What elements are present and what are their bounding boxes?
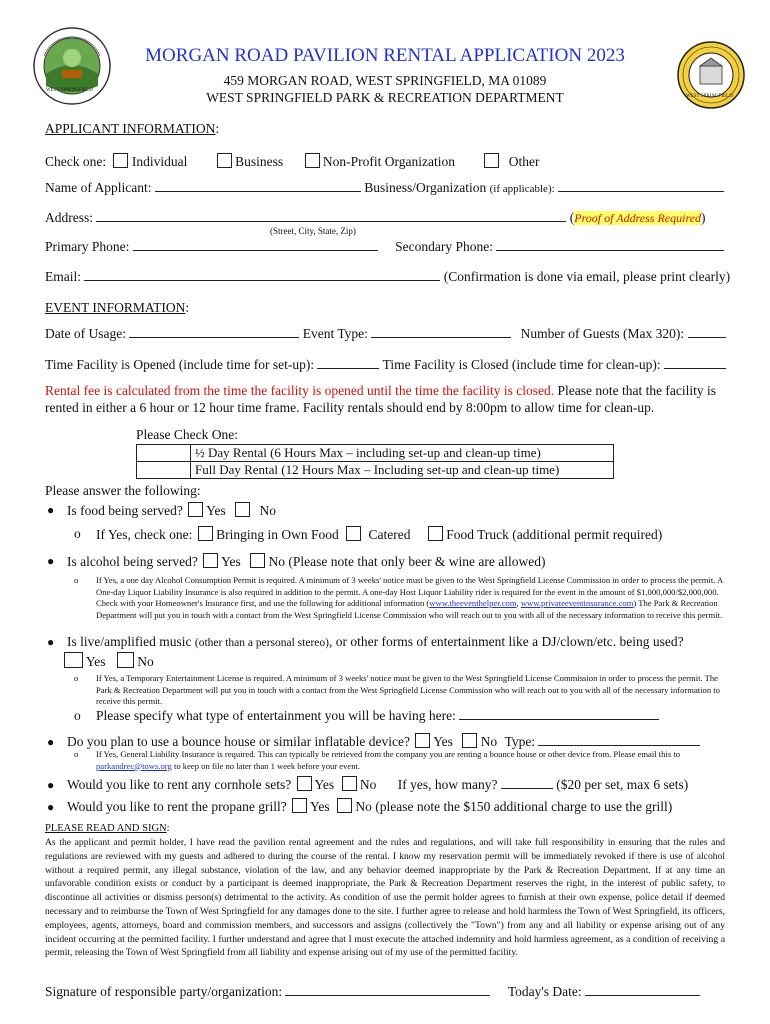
event-type-field[interactable] [371, 325, 511, 338]
parkandrec-email-link[interactable]: parkandrec@tows.org [96, 760, 172, 771]
bounce-type-label: Type: [504, 734, 536, 749]
grill-no-label: No (please note the $150 additional charge to use the grill) [355, 799, 673, 814]
signature-label: Signature of responsible party/organization: [45, 984, 283, 999]
grill-no-checkbox[interactable] [337, 798, 352, 813]
bounce-no-checkbox[interactable] [462, 733, 477, 748]
bullet-bounce: ● [47, 735, 55, 749]
name-field[interactable] [155, 179, 361, 192]
entertainment-row [96, 707, 659, 724]
food-type-row [96, 526, 662, 543]
cornhole-yes-label: Yes [314, 777, 335, 792]
music-no-label: No [137, 654, 154, 669]
alcohol-yes-label: Yes [221, 554, 241, 569]
time-row [45, 356, 726, 373]
grill-row [67, 798, 672, 815]
email-field[interactable] [84, 268, 440, 281]
bounce-no-label: No [480, 734, 498, 749]
catered-checkbox[interactable] [346, 526, 361, 541]
alcohol-question: Is alcohol being served? [67, 554, 198, 569]
address-row [45, 209, 706, 226]
primary-phone-label: Primary Phone: [45, 239, 130, 254]
email-label: Email: [45, 269, 81, 284]
own-food-checkbox[interactable] [198, 526, 213, 541]
fee-note-text: Please note that the facility [557, 383, 704, 398]
full-day-row [137, 462, 614, 479]
applicant-heading: APPLICANT INFORMATION: [45, 121, 220, 136]
bounce-yes-checkbox[interactable] [415, 733, 430, 748]
cornhole-yes-checkbox[interactable] [297, 776, 312, 791]
music-question-rest: , or other forms of entertainment like a DJ/clown/etc. being used? [328, 634, 684, 649]
address-hint: (Street, City, State, Zip) [270, 226, 356, 236]
header-address: 459 MORGAN ROAD, WEST SPRINGFIELD, MA 01089 [223, 73, 547, 88]
page-title: MORGAN ROAD PAVILION RENTAL APPLICATION 2023 [145, 45, 625, 66]
bounce-note: If Yes, General Liability Insurance is required. This can typically be retrieved from the company you are renting a bounce house or other device from. Please email this to parkandrec@tows.org to keep on file no later than 1 week before your event. [96, 749, 681, 771]
proof-note: (Proof of Address Required) [569, 210, 706, 225]
food-row [67, 502, 276, 519]
bullet-cornhole: ● [47, 778, 55, 792]
half-day-row [137, 445, 614, 462]
alcohol-no-checkbox[interactable] [250, 553, 265, 568]
nonprofit-label: Non-Profit Organization [322, 154, 455, 169]
grill-yes-label: Yes [309, 799, 330, 814]
guests-label: Number of Guests (Max 320): [520, 326, 685, 341]
half-day-label: ½ Day Rental (6 Hours Max – including set-up and clean-up time) [191, 445, 614, 462]
fee-red-text: Rental fee is calculated from the time the facility is opened until the time the facility is closed. [45, 383, 555, 398]
cornhole-price: ($20 per set, max 6 sets) [556, 777, 689, 792]
cornhole-question: Would you like to rent any cornhole sets? [67, 777, 292, 792]
music-question: Is live/amplified music [67, 634, 192, 649]
music-question-note: (other than a personal stereo) [194, 637, 329, 649]
business-org-label: Business/Organization [364, 180, 487, 195]
individual-label: Individual [131, 154, 188, 169]
event-heading: EVENT INFORMATION: [45, 300, 190, 315]
address-label: Address: [45, 210, 93, 225]
full-day-checkbox-cell[interactable] [137, 462, 191, 479]
event-helper-link[interactable]: www.theeventhelper.com [429, 598, 517, 608]
left-logo-text: WEST SPRINGFIELD [46, 88, 93, 93]
address-field[interactable] [96, 209, 566, 222]
phone-row [45, 238, 724, 255]
other-checkbox[interactable] [484, 153, 499, 168]
signature-field[interactable] [285, 983, 490, 996]
guests-field[interactable] [688, 325, 726, 338]
date-row [45, 325, 726, 342]
fee-note-text-2: is rented in either a 6 hour or 12 hour time frame. Facility rentals should end by 8:00pm to allow time for clean-up. [45, 383, 717, 415]
check-one-row [45, 153, 539, 170]
sub-bullet-entertainment: o [74, 708, 81, 723]
please-check-one: Please Check One: [136, 427, 238, 442]
bullet-alcohol: ● [47, 554, 55, 568]
alcohol-note: If Yes, a one day Alcohol Consumption Permit is required. A minimum of 3 weeks' notice must be given to the West Springfield License Commission in order to process the permit. A One-day Liquor Liability Insurance is also required in addition to the permit. A one-day Host Liquor Liability rider is required for the event in the amount of $1,000,000/$2,000,000. Check with your Homeowner's Insurance first, and use the following for additional information (www.theeventhelper.com, www.privateeventinsurance.com) The Park & Recreation Department will put you in touch with a contact from the West Springfield License Commission who will reach out to you with all of the necessary information to receive this permit. [96, 575, 723, 620]
full-day-label: Full Day Rental (12 Hours Max – Including set-up and clean-up time) [191, 462, 614, 479]
primary-phone-field[interactable] [133, 238, 378, 251]
catered-label: Catered [368, 527, 411, 542]
sub-bullet-music: o [74, 673, 79, 683]
email-row [45, 268, 730, 285]
food-check-label: If Yes, check one: [96, 527, 193, 542]
business-label: Business [235, 154, 284, 169]
bounce-yes-label: Yes [433, 734, 453, 749]
nonprofit-checkbox[interactable] [305, 153, 320, 168]
bounce-question: Do you plan to use a bounce house or similar inflatable device? [67, 734, 411, 749]
bullet-food: ● [47, 503, 55, 517]
business-org-field[interactable] [558, 179, 724, 192]
bounce-type-field[interactable] [538, 733, 700, 746]
food-truck-label: Food Truck (additional permit required) [446, 527, 663, 542]
sub-bullet-bounce: o [74, 749, 79, 759]
date-label: Date of Usage: [45, 326, 126, 341]
questions-intro: Please answer the following: [45, 483, 201, 498]
check-one-label: Check one: [45, 154, 107, 169]
music-yes-checkbox[interactable] [64, 652, 83, 668]
sub-bullet-food: o [74, 526, 81, 541]
individual-checkbox[interactable] [113, 153, 128, 168]
food-yes-label: Yes [206, 503, 226, 518]
time-opened-field[interactable] [317, 356, 379, 369]
sub-bullet-alcohol: o [74, 575, 79, 585]
right-logo-text: WEST SPRINGFIELD [686, 94, 733, 99]
entertainment-label: Please specify what type of entertainment you will be having here: [96, 708, 456, 723]
bullet-grill: ● [47, 800, 55, 814]
entertainment-field[interactable] [459, 707, 659, 720]
bullet-music: ● [47, 635, 55, 649]
signature-row [45, 983, 700, 1000]
name-row [45, 179, 724, 196]
if-applicable-label: (if applicable): [489, 183, 555, 195]
rental-table [136, 444, 614, 479]
date-field[interactable] [129, 325, 299, 338]
cornhole-count-field[interactable] [501, 776, 553, 789]
event-type-label: Event Type: [302, 326, 368, 341]
half-day-checkbox-cell[interactable] [137, 445, 191, 462]
todays-date-field[interactable] [585, 983, 700, 996]
cornhole-row [67, 776, 688, 793]
cornhole-no-label: No [359, 777, 377, 792]
alcohol-no-label: No (Please note that only beer & wine are allowed) [268, 554, 546, 569]
sign-heading: PLEASE READ AND SIGN: [45, 823, 170, 834]
cornhole-no-checkbox[interactable] [342, 776, 357, 791]
music-answer-row [64, 652, 154, 670]
food-question: Is food being served? [67, 503, 183, 518]
alcohol-row [67, 553, 546, 570]
own-food-label: Bringing in Own Food [216, 527, 339, 542]
music-no-checkbox[interactable] [117, 652, 134, 668]
name-label: Name of Applicant: [45, 180, 152, 195]
business-checkbox[interactable] [217, 153, 232, 168]
secondary-phone-field[interactable] [496, 238, 724, 251]
music-note: If Yes, a Temporary Entertainment License is required. A minimum of 3 weeks' notice must be given to the West Springfield License Commission in order to process the permit. The Park & Recreation Department will put you in touch with a contact from the West Springfield License Commission who will reach out to you with all of the necessary information to receive this permit. [96, 673, 720, 706]
cornhole-how-label: If yes, how many? [397, 777, 498, 792]
fee-note [45, 382, 735, 416]
food-no-checkbox[interactable] [235, 502, 250, 517]
todays-date-label: Today's Date: [507, 984, 582, 999]
time-closed-field[interactable] [664, 356, 726, 369]
grill-question: Would you like to rent the propane grill? [67, 799, 287, 814]
email-note: (Confirmation is done via email, please print clearly) [443, 269, 731, 284]
grill-yes-checkbox[interactable] [292, 798, 307, 813]
other-label: Other [508, 154, 540, 169]
private-event-insurance-link[interactable]: www.privateeventinsurance.com [520, 598, 634, 608]
alcohol-yes-checkbox[interactable] [203, 553, 218, 568]
food-yes-checkbox[interactable] [188, 502, 203, 517]
sign-paragraph: As the applicant and permit holder, I have read the pavilion rental agreement and the rules and regulations, and will take full responsibility in ensuring that the rules and regulations are reviewed with my guests and adhered to during the course of the rental. I know my reservation permit will be immediately revoked if there is use of alcohol without a required permit, any illegal substance, violation of the law, and any behavior deemed inappropriate by the Park & Recreation Department. If at any time an unfavorable condition exists or conduct by a participant is deemed inappropriate, the Park & Recreation Department reserves the right, in the interest of public safety, to discontinue all activities or dismiss person(s) detrimental to the activity. As condition of use the permit holder agrees to furnish at their own expense, police detail if deemed necessary and to reimburse the Town of West Springfield for any damages done to the site. I further agree to release and hold harmless the Town of West Springfield, its officers, employees, agents, attorneys, board and commission members, and successors and assigns (collectively the "Town") from any and all liability or expense arising out of any incident occurring at the permitted facility. I further understand and agree that I must execute the attached indemnity and hold harmless agreement, as a condition of receiving a permit, releasing the Town of West Springfield from all liability and expense arising out of my use of the permitted facility. [45, 837, 725, 959]
secondary-phone-label: Secondary Phone: [395, 239, 493, 254]
time-closed-label: Time Facility is Closed (include time for clean-up): [382, 357, 661, 372]
food-no-label: No [259, 503, 276, 518]
header-department: WEST SPRINGFIELD PARK & RECREATION DEPARTMENT [206, 90, 564, 105]
bounce-row [67, 733, 700, 750]
time-opened-label: Time Facility is Opened (include time for set-up): [45, 357, 315, 372]
music-yes-label: Yes [85, 654, 106, 669]
music-row [67, 634, 684, 650]
food-truck-checkbox[interactable] [428, 526, 443, 541]
